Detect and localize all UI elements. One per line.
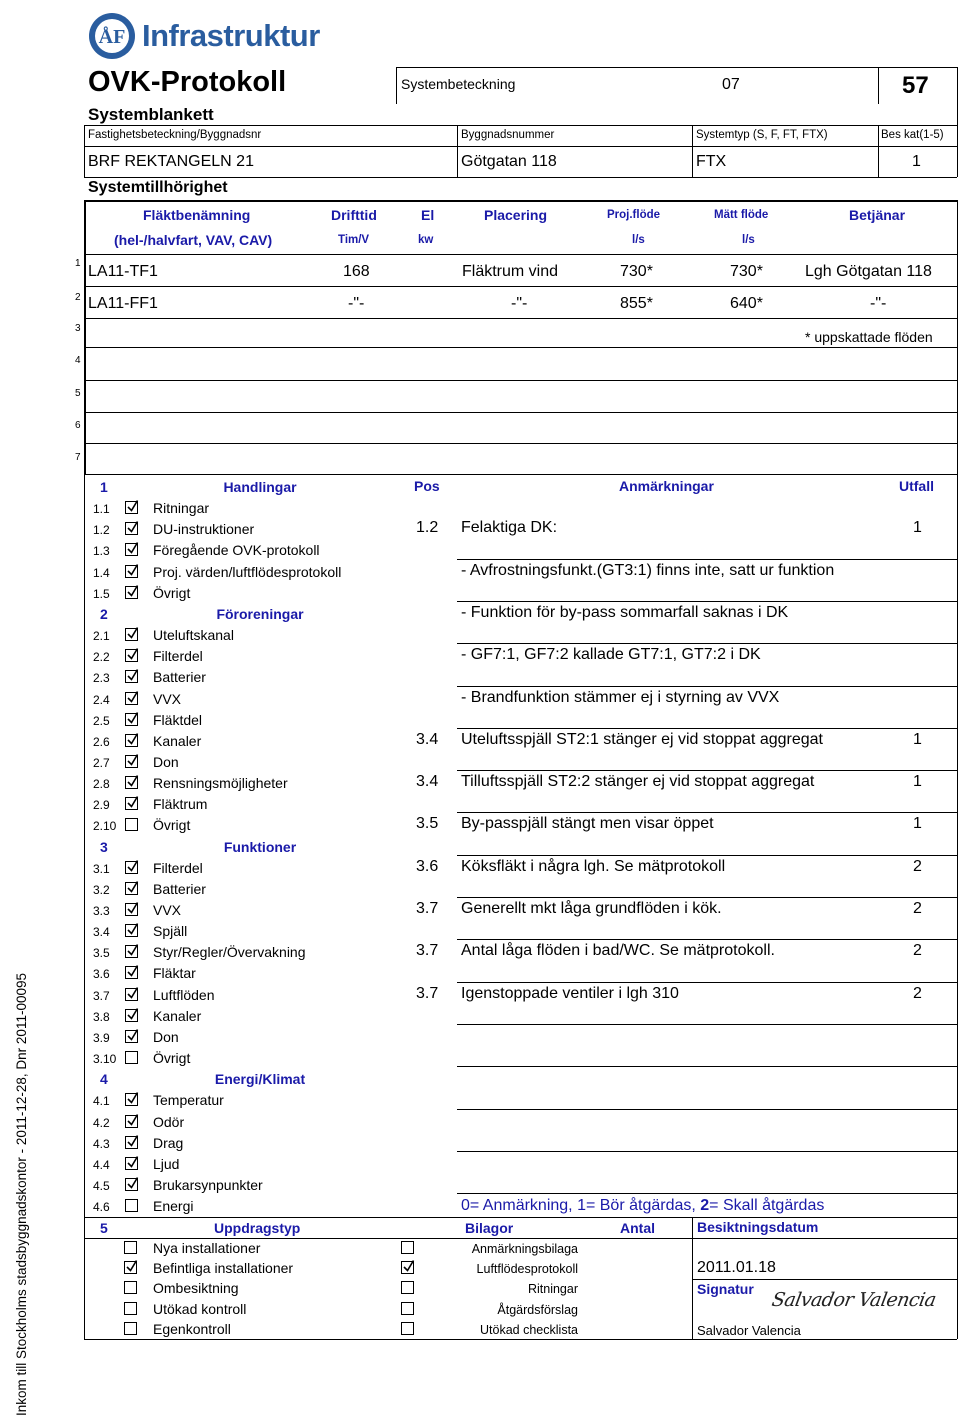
item-label: Drag	[153, 1134, 184, 1151]
item-label: Filterdel	[153, 859, 203, 876]
item-number: 3.4	[93, 925, 110, 940]
flow-note: * uppskattade flöden	[805, 329, 933, 345]
remark-text: Antal låga flöden i bad/WC. Se mätprotokoll.	[461, 942, 775, 960]
checkmark-icon	[126, 922, 139, 937]
checkmark-icon	[126, 964, 139, 979]
fan-placering: Fläktrum vind	[462, 263, 559, 280]
col-header-matt: Mätt flöde	[714, 209, 769, 221]
remark-text: Köksfläkt i några lgh. Se mätprotokoll	[461, 857, 726, 875]
checkbox-3-3[interactable]	[125, 903, 138, 916]
checkbox-4-5[interactable]	[125, 1178, 138, 1191]
checkbox-3-8[interactable]	[125, 1009, 138, 1022]
checkmark-icon	[126, 986, 139, 1001]
item-number: 1.4	[93, 565, 110, 580]
item-number: 3.6	[93, 967, 110, 982]
remark-pos: 3.5	[416, 815, 439, 833]
remark-text: Felaktiga DK:	[461, 519, 558, 537]
checkmark-icon	[126, 753, 139, 768]
item-number: 3.3	[93, 904, 110, 918]
checkbox-3-2[interactable]	[125, 882, 138, 895]
checkmark-icon	[126, 1155, 139, 1170]
checkbox-4-2[interactable]	[125, 1115, 138, 1128]
fan-name: LA11-TF1	[88, 263, 158, 280]
remark-utfall: 2	[913, 857, 922, 875]
utfall-legend	[461, 1197, 824, 1215]
item-number: 3.1	[93, 861, 110, 876]
item-number: 4.6	[93, 1200, 110, 1215]
checkbox-1-3[interactable]	[125, 543, 138, 556]
remark-pos: 3.4	[416, 730, 439, 748]
checkmark-icon	[126, 1007, 139, 1022]
checkbox-4-3[interactable]	[125, 1136, 138, 1149]
section-number: 2	[100, 605, 108, 622]
remark-pos: 3.4	[416, 773, 439, 791]
checkbox-3-4[interactable]	[125, 924, 138, 937]
checkbox-4-1[interactable]	[125, 1093, 138, 1106]
signature: Salvador Valencia	[770, 1289, 938, 1311]
section-title: Energi/Klimat	[214, 1071, 306, 1088]
item-number: 2.1	[93, 629, 110, 644]
antal-header: Antal	[620, 1220, 655, 1236]
checkmark-icon	[126, 1176, 139, 1191]
row-number: 2	[75, 292, 81, 303]
item-number: 2.5	[93, 713, 110, 728]
checkmark-icon	[126, 1134, 139, 1149]
uppdragstyp-label: Nya installationer	[153, 1240, 261, 1256]
col-header-proj: Proj.flöde	[607, 209, 661, 221]
bilaga-label: Ritningar	[527, 1282, 578, 1297]
item-number: 2.4	[93, 692, 110, 707]
item-label: Övrigt	[153, 584, 191, 601]
checkbox-2-5[interactable]	[125, 713, 138, 726]
remark-pos: 3.7	[416, 900, 439, 917]
bilaga-label: Utökad checklista	[480, 1322, 578, 1337]
item-label: Ljud	[153, 1155, 180, 1172]
item-label: Temperatur	[153, 1092, 224, 1109]
section-number: 3	[100, 838, 108, 855]
remark-pos: 1.2	[416, 519, 439, 537]
item-number: 1.1	[93, 502, 110, 517]
fan-drift: -"-	[348, 295, 365, 312]
item-number: 4.4	[93, 1157, 110, 1172]
remark-utfall: 1	[913, 815, 922, 833]
uppdragstyp-label: Befintliga installationer	[153, 1260, 294, 1277]
legend-part: 0= Anmärkning, 1= Bör åtgärdas,	[461, 1197, 701, 1214]
legend-part: = Skall åtgärdas	[709, 1197, 825, 1214]
footer-section-number: 5	[100, 1220, 108, 1236]
protocol-number: 57	[902, 72, 929, 99]
checkbox-2-4[interactable]	[125, 692, 138, 705]
col-header-name: Fläktbenämning	[143, 207, 251, 223]
uppdragstyp-label: Egenkontroll	[153, 1320, 231, 1337]
logo-text: Infrastruktur	[142, 18, 320, 53]
checkmark-icon	[126, 1113, 139, 1128]
checkmark-icon	[126, 732, 139, 747]
item-label: Kanaler	[153, 1007, 202, 1024]
item-label: Spjäll	[153, 923, 188, 940]
remark-utfall: 1	[913, 730, 922, 748]
checkbox-1-5[interactable]	[125, 586, 138, 599]
checkmark-icon	[126, 563, 139, 578]
row-number: 5	[75, 388, 81, 399]
remark-text: - Brandfunktion stämmer ej i styrning av VVX	[461, 688, 780, 706]
item-number: 3.10	[93, 1052, 117, 1067]
bilaga-label: Anmärkningsbilaga	[471, 1242, 578, 1256]
sys-label: Systembeteckning	[401, 76, 516, 92]
anm-header: Anmärkningar	[619, 478, 714, 494]
col-header-betjanar: Betjänar	[849, 207, 906, 223]
item-label: Fläktar	[153, 965, 196, 982]
item-number: 3.7	[93, 988, 110, 1003]
checkbox-4-6[interactable]	[125, 1199, 138, 1212]
section-title: Föroreningar	[216, 605, 304, 622]
item-label: Uteluftskanal	[153, 627, 234, 644]
section-number: 4	[100, 1071, 108, 1088]
item-number: 3.9	[93, 1030, 110, 1045]
item-label: Övrigt	[153, 817, 191, 834]
checkmark-icon	[126, 520, 139, 535]
item-number: 3.2	[93, 882, 110, 897]
checkmark-icon	[126, 795, 139, 810]
col-header-matt-sub: l/s	[742, 234, 755, 246]
remark-utfall: 2	[913, 984, 922, 1002]
checkmark-icon	[126, 943, 139, 958]
inspector-name: Salvador Valencia	[697, 1323, 801, 1338]
side-stamp-text: Inkom till Stockholms stadsbyggnadskontor - 2011-12-28, Dnr 2011-00095	[14, 973, 29, 1416]
col-header-placering: Placering	[484, 207, 548, 223]
side-stamp	[14, 936, 29, 1416]
checkmark-icon	[126, 711, 139, 726]
item-label: VVX	[153, 902, 182, 918]
item-label: Föregående OVK-protokoll	[153, 542, 320, 559]
checkbox-3-5[interactable]	[125, 945, 138, 958]
remark-utfall: 2	[913, 900, 922, 917]
bilaga-label: Luftflödesprotokoll	[476, 1262, 578, 1277]
fan-proj: 730*	[620, 263, 653, 280]
checkbox-2-7[interactable]	[125, 755, 138, 768]
fan-drift: 168	[343, 263, 370, 280]
col-header-proj-sub: l/s	[632, 234, 645, 246]
checkmark-icon	[126, 1028, 139, 1043]
pos-header: Pos	[414, 478, 440, 494]
item-label: Övrigt	[153, 1050, 191, 1067]
checkmark-icon	[126, 541, 139, 556]
value-beskat: 1	[912, 153, 921, 170]
item-label: Don	[153, 1028, 179, 1045]
af-logo-icon	[86, 10, 138, 62]
item-label: Brukarsynpunkter	[153, 1176, 263, 1193]
item-number: 2.7	[93, 755, 110, 770]
item-number: 2.6	[93, 734, 110, 749]
page-title: OVK-Protokoll	[88, 66, 287, 98]
fan-matt: 730*	[730, 263, 763, 280]
page-subtitle: Systemblankett	[88, 105, 214, 124]
bilaga-label: Åtgärdsförslag	[497, 1302, 578, 1317]
item-number: 2.8	[93, 777, 110, 792]
fan-betjanar: -"-	[870, 295, 887, 312]
item-label: Fläktdel	[153, 711, 203, 728]
fan-proj: 855*	[620, 295, 653, 312]
remark-text: - GF7:1, GF7:2 kallade GT7:1, GT7:2 i DK	[461, 646, 761, 664]
checkbox-2-3[interactable]	[125, 670, 138, 683]
remark-pos: 3.7	[416, 942, 439, 960]
checkbox-2-8[interactable]	[125, 776, 138, 789]
signatur-header: Signatur	[697, 1281, 754, 1297]
row-number: 3	[75, 323, 81, 334]
value-fastighet: BRF REKTANGELN 21	[88, 153, 254, 170]
remark-pos: 3.7	[416, 984, 439, 1002]
besiktningsdatum-header: Besiktningsdatum	[697, 1219, 819, 1235]
item-label: Batterier	[153, 880, 206, 897]
item-label: Luftflöden	[153, 986, 215, 1003]
row-number: 1	[75, 258, 81, 269]
checkbox-3-6[interactable]	[125, 966, 138, 979]
section-title: Funktioner	[223, 838, 297, 855]
uppdragstyp-label: Utökad kontroll	[153, 1300, 247, 1317]
systemtillhorighet-label: Systemtillhörighet	[88, 179, 228, 196]
item-number: 4.5	[93, 1178, 110, 1193]
col-header-drift: Drifttid	[331, 207, 377, 223]
fan-name: LA11-FF1	[88, 295, 158, 312]
item-number: 2.3	[93, 671, 110, 686]
checkbox-4-4[interactable]	[125, 1157, 138, 1170]
item-label: Energi	[153, 1198, 194, 1215]
checkbox-3-7[interactable]	[125, 988, 138, 1001]
item-number: 2.10	[93, 819, 117, 834]
item-label: Odör	[153, 1113, 185, 1130]
item-number: 2.9	[93, 798, 110, 813]
remark-text: Uteluftsspjäll ST2:1 stänger ej vid stoppat aggregat	[461, 730, 823, 748]
value-byggnadsnummer: Götgatan 118	[461, 153, 557, 170]
item-label: VVX	[153, 690, 182, 707]
item-label: Proj. värden/luftflödesprotokoll	[153, 563, 342, 580]
col-header-el-sub: kw	[418, 234, 434, 246]
remark-text: By-passpjäll stängt men visar öppet	[461, 815, 714, 833]
remark-utfall: 1	[913, 519, 922, 537]
value-systemtyp: FTX	[696, 153, 727, 170]
item-number: 3.8	[93, 1009, 110, 1024]
item-label: Ritningar	[153, 500, 210, 517]
inspection-date: 2011.01.18	[697, 1259, 776, 1276]
row-number: 6	[75, 420, 81, 431]
remark-text: Igenstoppade ventiler i lgh 310	[461, 984, 679, 1002]
item-label: Filterdel	[153, 648, 203, 665]
col-header-el: El	[421, 207, 435, 223]
item-label: Fläktrum	[153, 796, 208, 813]
item-number: 1.3	[93, 544, 110, 559]
checkmark-icon	[126, 880, 139, 895]
checkbox-2-10[interactable]	[125, 818, 138, 831]
remark-text: - Funktion för by-pass sommarfall saknas i DK	[461, 603, 789, 621]
logo	[86, 8, 320, 62]
label-systemtyp: Systemtyp (S, F, FT, FTX)	[696, 129, 828, 141]
row-number: 4	[75, 355, 81, 366]
col-header-name-sub: (hel-/halvfart, VAV, CAV)	[114, 232, 273, 248]
item-number: 4.1	[93, 1094, 110, 1109]
checkmark-icon	[126, 774, 139, 789]
remark-text: Tilluftsspjäll ST2:2 stänger ej vid stoppat aggregat	[461, 773, 815, 791]
checkmark-icon	[126, 690, 139, 705]
checkmark-icon	[126, 1091, 139, 1106]
remark-text: Generellt mkt låga grundflöden i kök.	[461, 900, 722, 917]
checkmark-icon	[126, 859, 139, 874]
checkmark-icon	[126, 626, 139, 641]
checkmark-icon	[126, 901, 139, 916]
col-header-drift-sub: Tim/V	[338, 234, 370, 246]
section-title: Handlingar	[223, 479, 297, 495]
fan-placering: -"-	[511, 295, 528, 312]
checkbox-2-2[interactable]	[125, 649, 138, 662]
legend-part: 2	[700, 1197, 710, 1214]
remark-utfall: 1	[913, 773, 922, 791]
checkmark-icon	[126, 584, 139, 599]
uppdragstyp-header: Uppdragstyp	[214, 1220, 301, 1236]
remark-pos: 3.6	[416, 857, 439, 875]
item-number: 2.2	[93, 650, 110, 665]
checkbox-1-2[interactable]	[125, 522, 138, 535]
utfall-header: Utfall	[899, 478, 934, 494]
checkmark-icon	[126, 668, 139, 683]
checkbox-2-1[interactable]	[125, 628, 138, 641]
item-label: Rensningsmöjligheter	[153, 775, 288, 792]
section-number: 1	[100, 479, 108, 495]
bilagor-header: Bilagor	[465, 1220, 514, 1236]
checkbox-1-1[interactable]	[125, 501, 138, 514]
item-label: Batterier	[153, 669, 206, 686]
fan-matt: 640*	[730, 295, 763, 312]
checkbox-2-9[interactable]	[125, 797, 138, 810]
item-number: 1.2	[93, 523, 110, 538]
checkbox-3-9[interactable]	[125, 1030, 138, 1043]
checkbox-3-1[interactable]	[125, 861, 138, 874]
item-number: 1.5	[93, 586, 110, 601]
label-fastighet: Fastighetsbeteckning/Byggnadsnr	[88, 129, 262, 141]
item-number: 4.3	[93, 1136, 110, 1151]
fan-betjanar: Lgh Götgatan 118	[805, 263, 932, 280]
item-label: Styr/Regler/Övervakning	[153, 944, 306, 961]
item-label: Don	[153, 753, 179, 770]
checkbox-1-4[interactable]	[125, 565, 138, 578]
checkbox-3-10[interactable]	[125, 1051, 138, 1064]
checkmark-icon	[126, 647, 139, 662]
svg-text:ÅF: ÅF	[98, 26, 126, 48]
item-label: DU-instruktioner	[153, 521, 255, 538]
item-label: Kanaler	[153, 732, 202, 749]
checkmark-icon	[126, 499, 139, 514]
item-number: 3.5	[93, 946, 110, 961]
item-number: 4.2	[93, 1115, 110, 1130]
label-beskat: Bes kat(1-5)	[881, 129, 944, 141]
label-byggnadsnummer: Byggnadsnummer	[461, 129, 555, 141]
remark-utfall: 2	[913, 942, 922, 960]
uppdragstyp-label: Ombesiktning	[153, 1280, 239, 1297]
checkbox-2-6[interactable]	[125, 734, 138, 747]
row-number: 7	[75, 452, 81, 463]
sys-value: 07	[722, 76, 740, 93]
remark-text: - Avfrostningsfunkt.(GT3:1) finns inte, satt ur funktion	[461, 561, 835, 579]
